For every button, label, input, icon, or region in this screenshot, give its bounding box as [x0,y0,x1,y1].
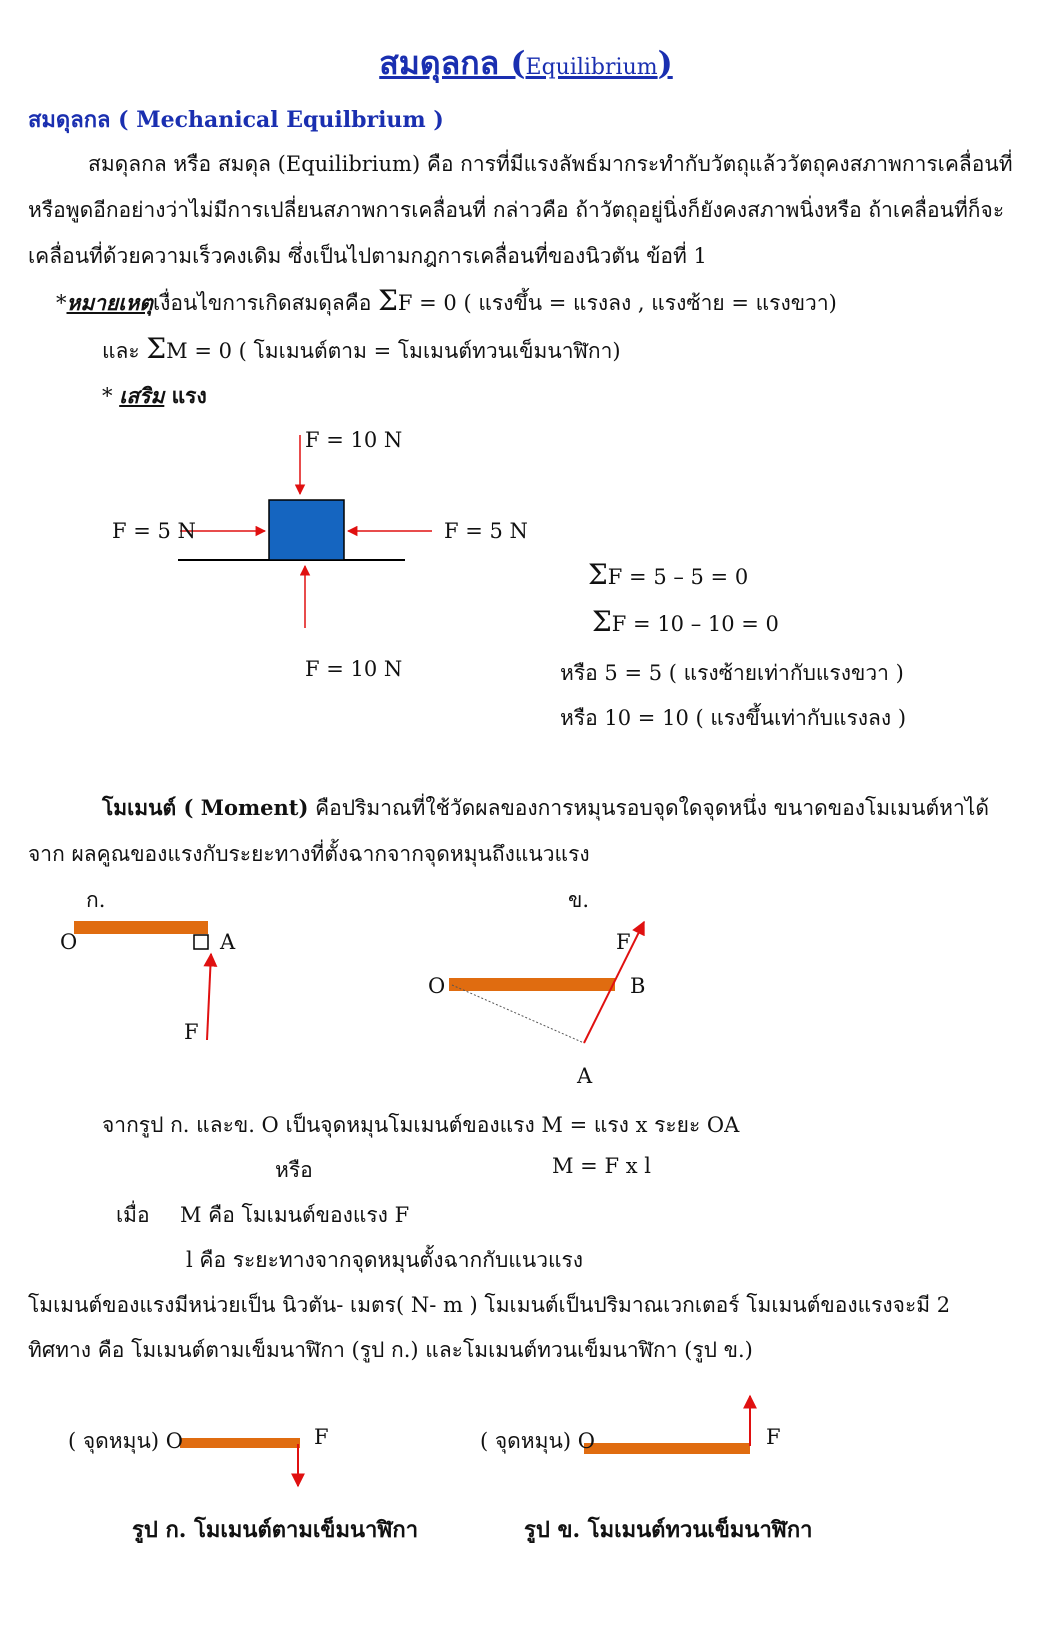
unit-line2: ทิศทาง คือ โมเมนต์ตามเข็มนาฬิกา (รูป ก.) และโมเมนต์ทวนเข็มนาฬิกา (รูป ข.) [28,1338,753,1362]
bottom-fig-a [180,1438,300,1486]
moment-line1-text: คือปริมาณที่ใช้วัดผลของการหมุนรอบจุดใดจุดหนึ่ง ขนาดของโมเมนต์หาได้ [308,796,989,820]
fig-b-A: A [577,1064,593,1088]
title-main: สมดุลกล ( [379,44,526,82]
eq-or2: หรือ 10 = 10 ( แรงขึ้นเท่ากับแรงลง ) [560,706,907,730]
title-close: ) [657,44,673,82]
moment-term: โมเมนต์ ( Moment) [102,795,309,820]
fig-a-O: O [60,930,78,954]
extra-star: * [102,384,120,408]
lever-bar-c [180,1438,300,1448]
eq-sum1-text: F = 5 – 5 = 0 [607,565,749,589]
sigma-symbol: Σ [378,284,398,317]
sigma-symbol: Σ [588,558,608,591]
bottom-b-pivot: ( จุดหมุน) O [480,1429,595,1453]
perpendicular-line [452,985,584,1043]
note-and: และ [102,339,140,363]
note-label: หมายเหตุ [66,290,153,315]
fig-a-A: A [220,930,236,954]
para1-line1: สมดุลกล หรือ สมดุล (Equilibrium) คือ การที่มีแรงลัพธ์มากระทำกับวัตถุแล้ววัตถุคงสภาพการเคลื่อนที่ [88,152,1013,176]
lever-bar-a [74,921,208,934]
title-sub: Equilibrium [525,55,658,80]
force-arrow-a [207,954,211,1040]
extra-text: แรง [164,383,207,408]
explain-def-m: M คือ โมเมนต์ของแรง F [180,1203,410,1227]
para1-line2: หรือพูดอีกอย่างว่าไม่มีการเปลี่ยนสภาพการเคลื่อนที่ กล่าวคือ ถ้าวัตถุอยู่นิ่งก็ยังคงสภาพนิ่งหรือ ถ้าเคลื่อนที่ก็จะ [28,198,1005,222]
eq-or1: หรือ 5 = 5 ( แรงซ้ายเท่ากับแรงขวา ) [560,661,904,685]
label-left-force: F = 5 N [112,519,196,543]
label-bottom-force: F = 10 N [305,657,403,681]
moment-line1 [102,792,989,825]
eq-sum2-text: F = 10 – 10 = 0 [611,612,779,636]
explain-when: เมื่อ [116,1203,150,1227]
note-eq1: F = 0 ( แรงขึ้น = แรงลง , แรงซ้าย = แรงขวา) [397,291,837,315]
note-eq2: M = 0 ( โมเมนต์ตาม = โมเมนต์ทวนเข็มนาฬิกา) [166,339,621,363]
extra-label: เสริม [119,383,165,408]
label-right-force: F = 5 N [444,519,528,543]
fig-b [449,922,644,1043]
moment-line2: จาก ผลคูณของแรงกับระยะทางที่ตั้งฉากจากจุดหมุนถึงแนวแรง [28,842,590,866]
fig-b-O: O [428,974,446,998]
eq-sum2 [592,605,779,638]
note-star: * [56,291,67,315]
explain-def-l: l คือ ระยะทางจากจุดหมุนตั้งฉากกับแนวแรง [186,1248,584,1272]
explain-formula: M = F x l [552,1154,651,1178]
sigma-symbol: Σ [146,332,167,365]
fig-b-F: F [616,930,631,954]
fig-a-label: ก. [86,888,106,912]
sigma-symbol: Σ [592,605,612,638]
explain-line1: จากรูป ก. และข. O เป็นจุดหมุนโมเมนต์ของแรง M = แรง x ระยะ OA [102,1113,740,1137]
section-heading: สมดุลกล ( Mechanical Equilbrium ) [28,107,444,133]
caption-b: รูป ข. โมเมนต์ทวนเข็มนาฬิกา [524,1517,813,1543]
fig-b-B: B [630,974,646,998]
explain-or: หรือ [275,1158,313,1182]
caption-a: รูป ก. โมเมนต์ตามเข็มนาฬิกา [132,1517,419,1543]
right-angle-mark [194,935,208,949]
eq-sum1 [588,558,748,591]
bottom-fig-b [584,1396,750,1454]
label-top-force: F = 10 N [305,428,403,452]
force-diagram [178,435,432,628]
bottom-a-F: F [314,1425,329,1449]
bottom-a-pivot: ( จุดหมุน) O [68,1429,183,1453]
para1-line3: เคลื่อนที่ด้วยความเร็วคงเดิม ซึ่งเป็นไปตามกฎการเคลื่อนที่ของนิวตัน ข้อที่ 1 [28,244,707,268]
unit-line1: โมเมนต์ของแรงมีหน่วยเป็น นิวตัน- เมตร( N- m ) โมเมนต์เป็นปริมาณเวกเตอร์ โมเมนต์ของแรงจะมี 2 [28,1293,951,1317]
lever-bar-b [449,978,615,991]
block [269,500,344,560]
bottom-b-F: F [766,1425,781,1449]
lever-bar-d [584,1443,750,1454]
fig-a-F: F [184,1020,199,1044]
note-text: เงื่อนไขการเกิดสมดุลคือ [152,291,372,315]
fig-b-label: ข. [568,888,590,912]
